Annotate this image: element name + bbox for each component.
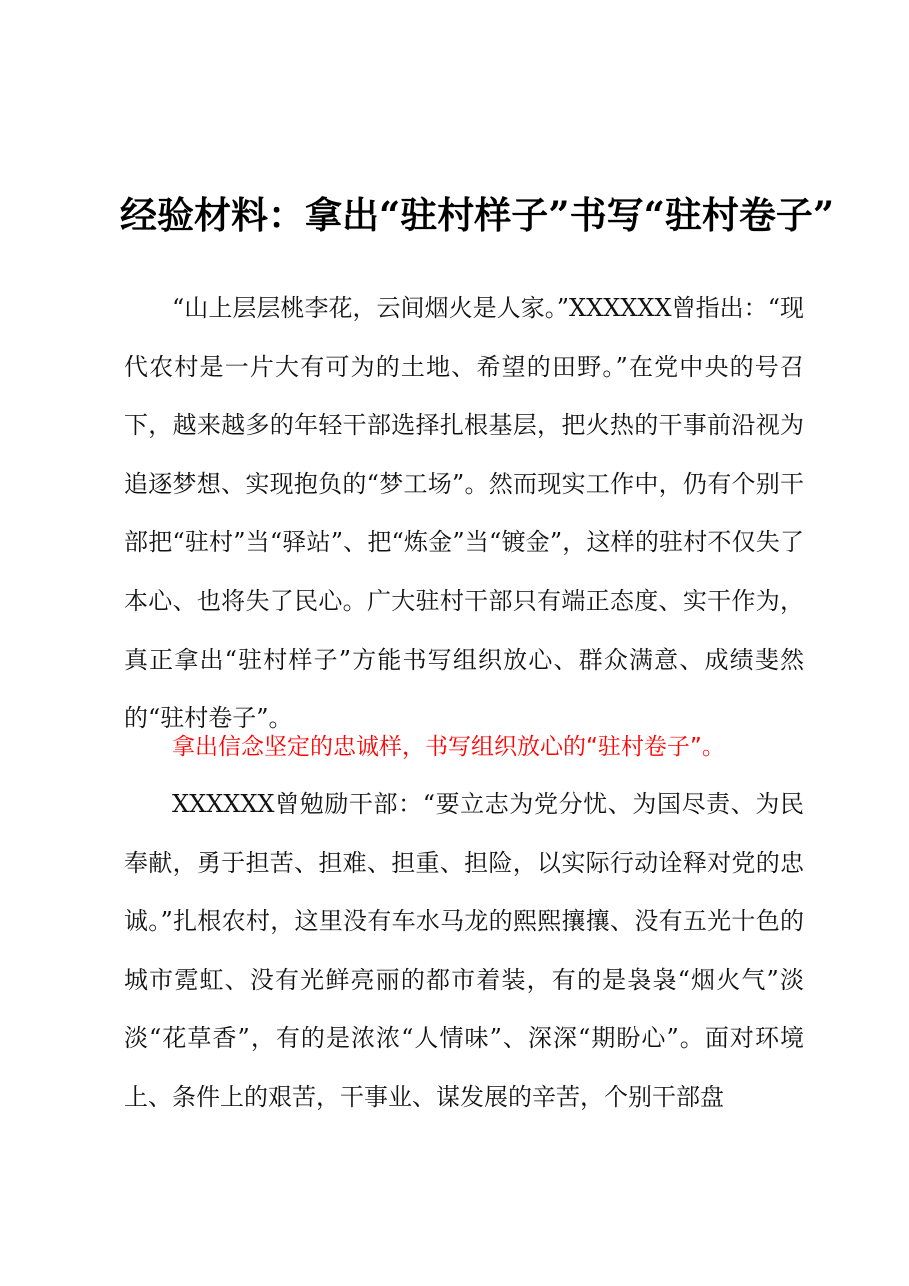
document-title: 经验材料：拿出“驻村样子”书写“驻村卷子” <box>120 193 835 237</box>
paragraph-loyalty: XXXXXX曾勉励干部：“要立志为党分忧、为国尽责、为民奉献，勇于担苦、担难、担重、担险，以实际行动诠释对党的忠诚。”扎根农村，这里没有车水马龙的熙熙攘攘、没有五光十色的城市霓虹、没有光鲜亮丽的都市着装，有的是袅袅“烟火气”淡淡“花草香”，有的是浓浓“人情味”、深深“期盼心”。面对环境上、条件上的艰苦，干事业、谋发展的辛苦，个别干部盘 <box>124 790 804 1111</box>
section-heading: 拿出信念坚定的忠诚样，书写组织放心的“驻村卷子”。 <box>172 734 725 760</box>
paragraph-intro: “山上层层桃李花，云间烟火是人家。”XXXXXX曾指出：“现代农村是一片大有可为的土地、希望的田野。”在党中央的号召下，越来越多的年轻干部选择扎根基层，把火热的干事前沿视为追逐梦想、实现抱负的“梦工场”。然而现实工作中，仍有个别干部把“驻村”当“驿站”、把“炼金”当“镀金”，这样的驻村不仅失了本心、也将失了民心。广大驻村干部只有端正态度、实干作为，真正拿出“驻村样子”方能书写组织放心、群众满意、成绩斐然的“驻村卷子”。 <box>124 294 804 733</box>
